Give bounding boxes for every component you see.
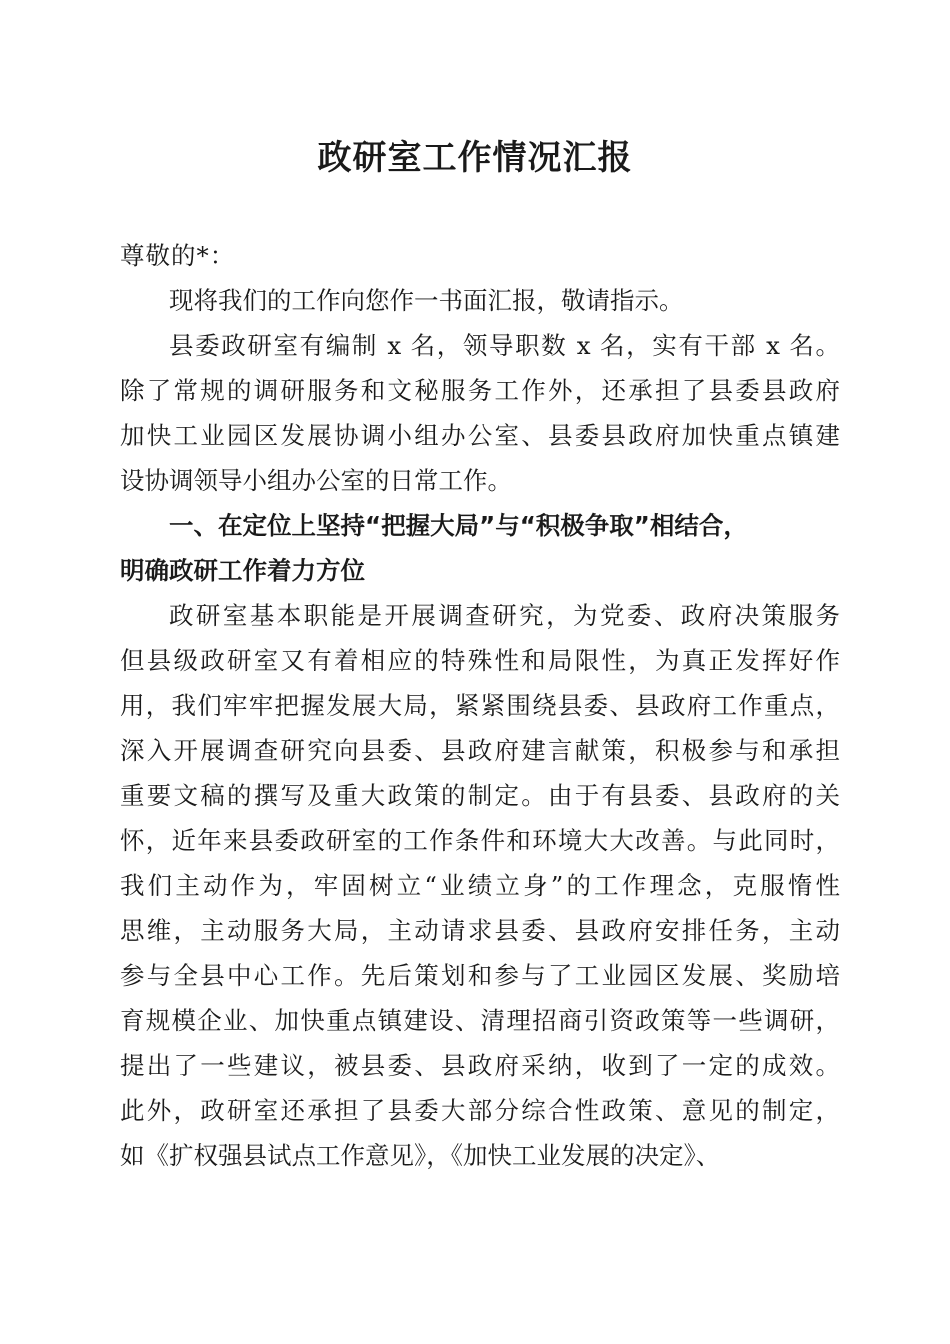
- paragraph1-line: 县委政研室有编制 x 名，领导职数 x 名，实有干部 x 名。: [169, 331, 840, 360]
- paragraph2-line: 参与全县中心工作。先后策划和参与了工业园区发展、奖励培: [120, 961, 840, 990]
- paragraph2-line: 但县级政研室又有着相应的特殊性和局限性，为真正发挥好作: [120, 646, 840, 675]
- document-title: 政研室工作情况汇报: [317, 138, 633, 178]
- section-heading-line: 明确政研工作着力方位: [120, 556, 365, 585]
- paragraph2-line: 政研室基本职能是开展调查研究，为党委、政府决策服务: [169, 601, 840, 630]
- paragraph2-line: 提出了一些建议，被县委、县政府采纳，收到了一定的成效。: [120, 1051, 840, 1080]
- intro-line: 现将我们的工作向您作一书面汇报，敬请指示。: [169, 286, 684, 315]
- paragraph1-line: 除了常规的调研服务和文秘服务工作外，还承担了县委县政府: [120, 376, 840, 405]
- paragraph2-line: 重要文稿的撰写及重大政策的制定。由于有县委、县政府的关: [120, 781, 840, 810]
- paragraph2-line: 育规模企业、加快重点镇建设、清理招商引资政策等一些调研，: [120, 1006, 840, 1035]
- paragraph1-line: 加快工业园区发展协调小组办公室、县委县政府加快重点镇建: [120, 421, 840, 450]
- paragraph2-line: 怀，近年来县委政研室的工作条件和环境大大改善。与此同时，: [120, 826, 840, 855]
- paragraph2-line: 用，我们牢牢把握发展大局，紧紧围绕县委、县政府工作重点，: [120, 691, 840, 720]
- section-heading-line: 一、在定位上坚持“把握大局”与“积极争取”相结合，: [169, 511, 748, 540]
- document-body: [120, 233, 840, 1178]
- paragraph1-line: 设协调领导小组办公室的日常工作。: [120, 466, 512, 495]
- paragraph2-line: 思维，主动服务大局，主动请求县委、县政府安排任务，主动: [120, 916, 840, 945]
- paragraph2-line: 如《扩权强县试点工作意见》，《加快工业发展的决定》、: [120, 1141, 721, 1170]
- paragraph2-line: 此外，政研室还承担了县委大部分综合性政策、意见的制定，: [120, 1096, 840, 1125]
- salutation: 尊敬的*：: [120, 241, 236, 270]
- paragraph2-line: 我们主动作为，牢固树立“业绩立身”的工作理念，克服惰性: [120, 871, 840, 900]
- paragraph2-line: 深入开展调查研究向县委、县政府建言献策，积极参与和承担: [120, 736, 840, 765]
